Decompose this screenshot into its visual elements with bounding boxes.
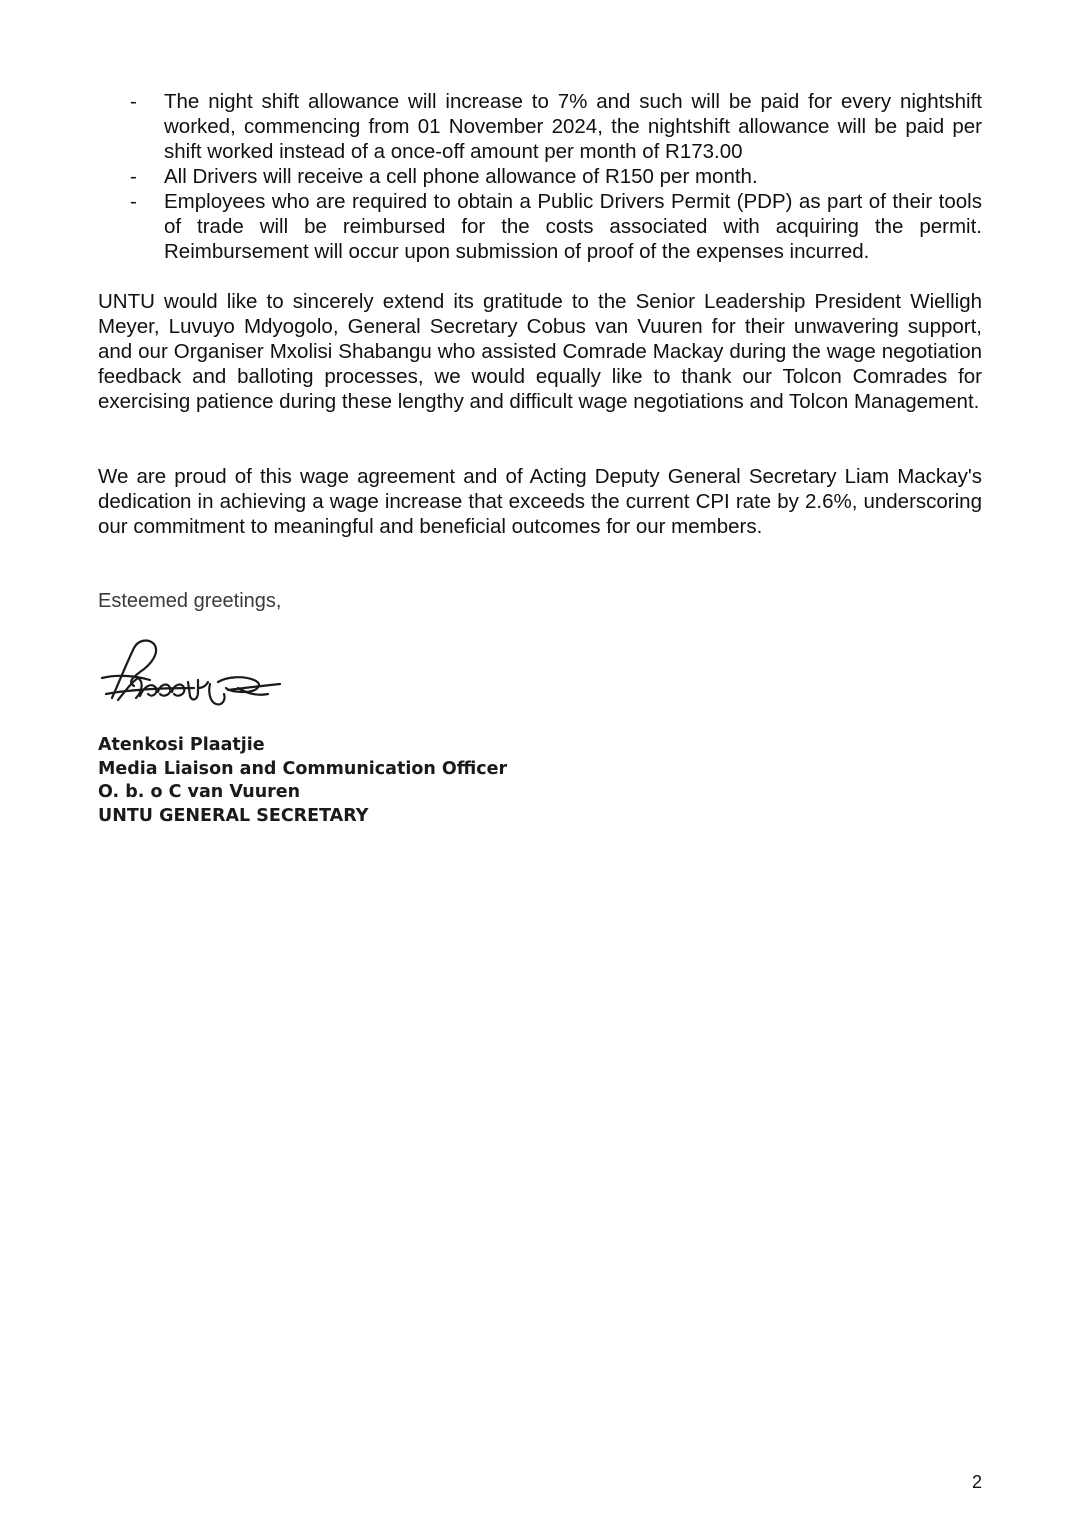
- bullet-marker: -: [130, 190, 137, 213]
- list-item: [98, 189, 982, 264]
- signatory-block: [98, 734, 507, 828]
- bullet-marker: -: [130, 90, 137, 113]
- signatory-title: Media Liaison and Communication Officer: [98, 758, 508, 779]
- list-item: [98, 89, 982, 164]
- bullet-marker: -: [130, 165, 137, 188]
- closing-greeting: Esteemed greetings,: [98, 590, 282, 612]
- signatory-on-behalf-of: O. b. o C van Vuuren: [98, 782, 301, 802]
- signatory-name: Atenkosi Plaatjie: [98, 735, 265, 755]
- gratitude-paragraph: UNTU would like to sincerely extend its gratitude to the Senior Leadership President Wielligh Meyer, Luvuyo Mdyogolo, General Secretary Cobus van Vuuren for their unwavering support, and our Organiser Mxolisi Shabangu who assisted Comrade Mackay during the wage negotiation feedback and balloting processes, we would equally like to thank our Tolcon Comrades for exercising patience during these lengthy and difficult wage negotiations and Tolcon Management.: [98, 290, 982, 413]
- page-number: 2: [971, 1472, 982, 1492]
- bullet-text: All Drivers will receive a cell phone allowance of R150 per month.: [164, 165, 758, 188]
- list-item: [98, 164, 982, 189]
- pride-paragraph: We are proud of this wage agreement and of Acting Deputy General Secretary Liam Mackay's dedication in achieving a wage increase that exceeds the current CPI rate by 2.6%, underscoring our commitment to meaningful and beneficial outcomes for our members.: [98, 465, 982, 538]
- allowance-bullet-list: [98, 89, 982, 264]
- signatory-office: UNTU GENERAL SECRETARY: [98, 805, 369, 826]
- bullet-text: The night shift allowance will increase to 7% and such will be paid for every nightshift worked, commencing from 01 November 2024, the nightshift allowance will be paid per shift worked instead of a once-off amount per month of R173.00: [164, 90, 982, 163]
- bullet-text: Employees who are required to obtain a Public Drivers Permit (PDP) as part of their tools of trade will be reimbursed for the costs associated with acquiring the permit. Reimbursement will occur upon submission of proof of the expenses incurred.: [164, 190, 982, 263]
- signature-icon: [98, 630, 288, 730]
